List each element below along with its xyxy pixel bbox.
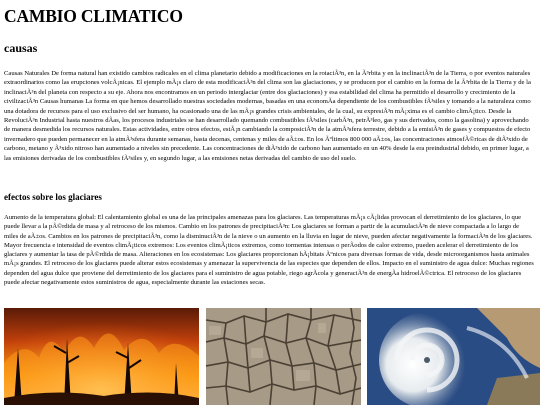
efectos-heading: efectos sobre los glaciares — [4, 192, 102, 202]
cracked-earth-image — [206, 308, 361, 405]
efectos-paragraph: Aumento de la temperatura global: El calentamiento global es una de las principales amenazas para los glaciares. Las temperaturas mÃ¡s cÃ¡lidas provocan el derretimiento de los glaciares, lo que puede llevar a la pÃ©rdida de masa y al retroceso de los mismos. Cambio en los patrones de precipitaciÃ³n: Los glaciares se forman a partir de la acumulaciÃ³n de nieve compactada a lo largo de miles de aÃ±os. Cambios en los patrones de precipitaciÃ³n, como la disminuciÃ³n de la nieve o un aumento en la lluvia en lugar de nieve, pueden afectar negativamente la formaciÃ³n de los glaciares. Mayor frecuencia e intensidad de eventos climÃ¡ticos extremos: Los eventos climÃ¡ticos extremos, como tormentas intensas o perÃodos de calor extremo, pueden acelerar el derretimiento de los glaciares y aumentar la tasa de pÃ©rdida de masa. Alteraciones en los ecosistemas: Los glaciares proporcionan hÃ¡bitats Ãºnicos para diversas formas de vida, desde microorganismos hasta animales mÃ¡s grandes. El retroceso de los glaciares puede alterar estos ecosistemas y amenazar la supervivencia de las especies que dependen de ellos. Impacto en el suministro de agua dulce: Muchas regiones dependen del agua dulce que proviene del derretimiento de los glaciares para el suministro de agua potable, riego agrÃcola y generaciÃ³n de energÃa hidroelÃ©ctrica. El retroceso de los glaciares puede afectar negativamente estos suministros de agua, especialmente durante las estaciones secas. — [4, 214, 534, 287]
page-title: CAMBIO CLIMATICO — [4, 6, 183, 26]
causas-paragraph: Causas Naturales De forma natural han existido cambios radicales en el clima planetario debido a modificaciones en la rotaciÃ³n, en la Ã³rbita y en la inclinaciÃ³n de la Tierra, o por eventos naturales extraordinarios como las erupciones volcÃ¡nicas. El ejemplo mÃ¡s claro de esta modificaciÃ³n del clima son las glaciaciones, y se producen por el cambio en la forma de la Ã³rbita de la Tierra y de la inclinaciÃ³n del planeta con respecto a su eje. Ahora nos encontramos en un periodo interglaciar (entre dos glaciaciones) y esa estabilidad del clima ha permitido el desarrollo y crecimiento de la civilizaciÃ³n Causas humanas La forma en que hemos desarrollado nuestras sociedades modernas, basadas en una economÃa dependiente de los combustibles fÃ³siles y tomando a la naturaleza como una dotadora de recursos para el uso exclusivo del ser humano, ha ocasionado una de las mÃ¡s grandes crisis ambientales, de la cual, su expresiÃ³n mÃ¡xima es el cambio climÃ¡tico. Desde la RevoluciÃ³n Industrial hasta nuestros dÃas, los procesos industriales se han desarrollado quemando combustibles fÃ³siles (carbÃ³n, petrÃ³leo, gas y sus derivados, como la gasolina) y aprovechando de manera desmedida los recursos naturales. Estas actividades, entre otros efectos, estÃ¡n cambiando la composiciÃ³n de la atmÃ³sfera terrestre, debido a la emisiÃ³n de gases y compuestos de efecto invernadero que pueden permanecer en la atmÃ³sfera durante semanas, hasta decenas, centenas y miles de aÃ±os. En los Ãºltimos 800 000 aÃ±os, las concentraciones atmosfÃ©ricas de diÃ³xido de carbono, metano y Ã³xido nitroso han aumentado a niveles sin precedente. Las concentraciones de diÃ³xido de carbono han aumentado en un 40% desde la era preindustrial debido, en primer lugar, a las emisiones derivadas de los combustibles fÃ³siles y, en segundo lugar, a las emisiones netas derivadas del cambio de uso del suelo. — [4, 70, 531, 162]
causas-heading: causas — [4, 41, 38, 55]
satellite-storm-image — [367, 308, 540, 405]
wildfire-image — [4, 308, 199, 405]
